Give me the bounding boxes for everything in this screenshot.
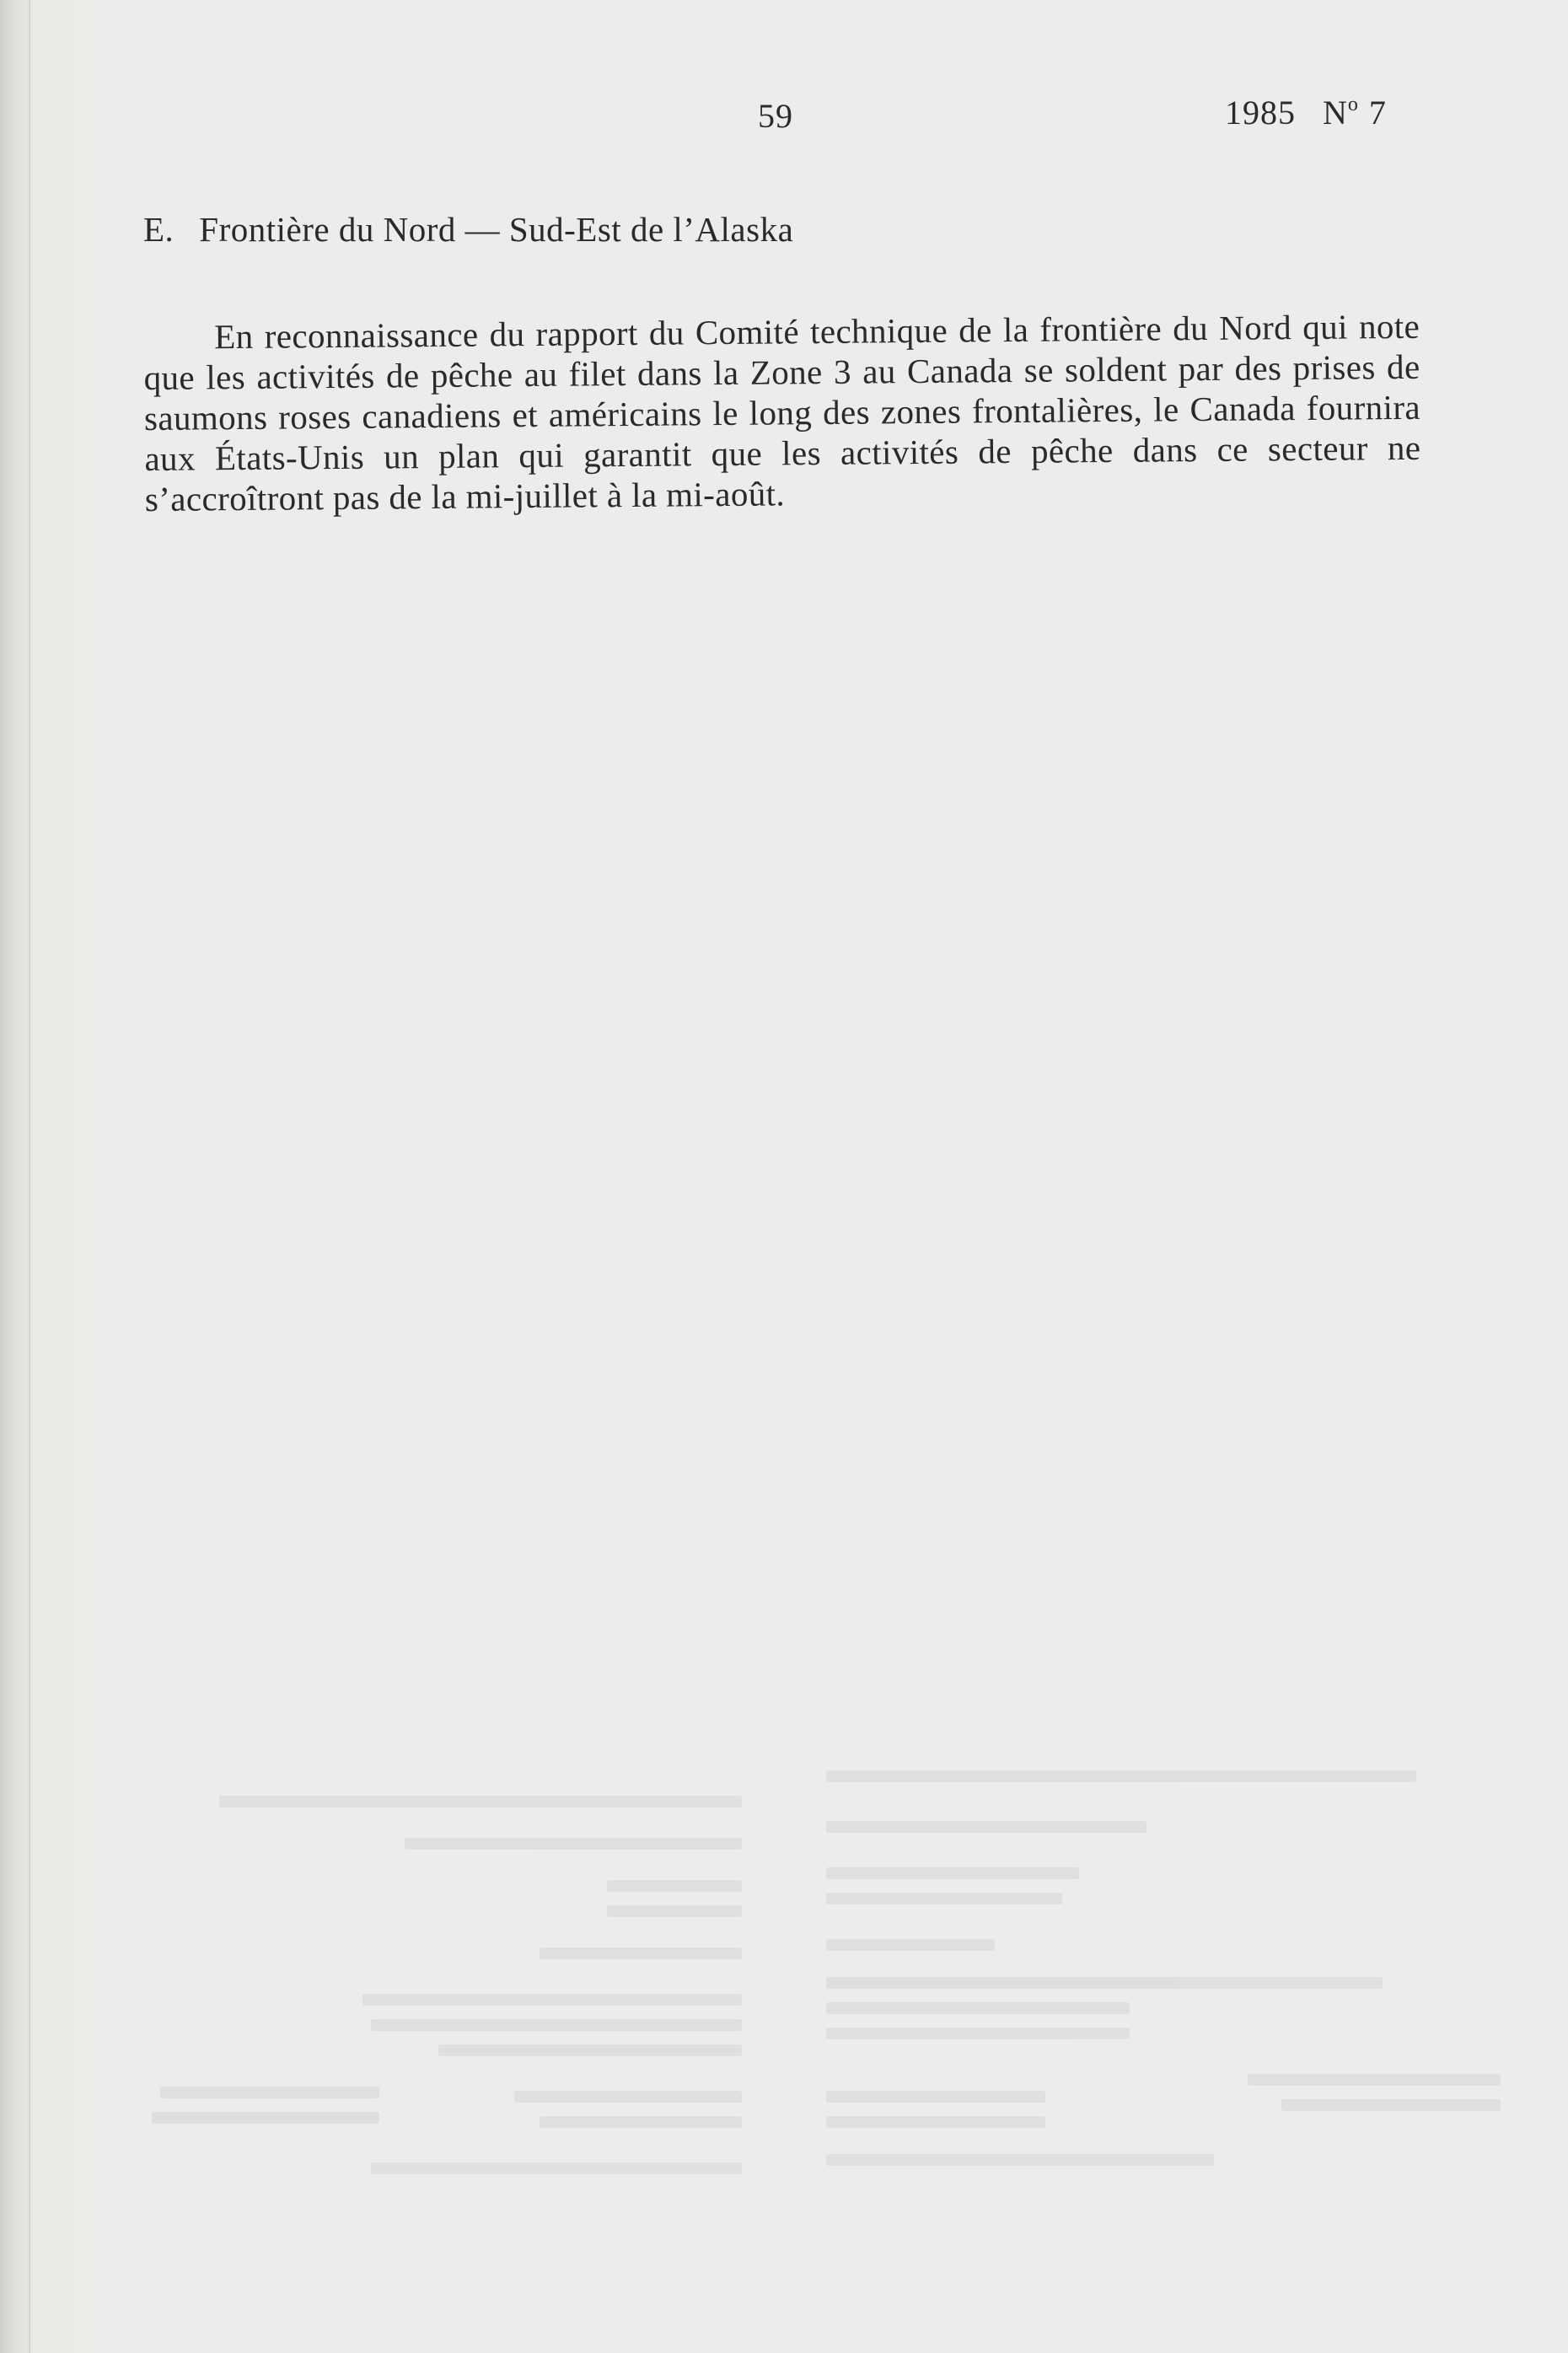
bleed-line	[826, 2154, 1214, 2166]
body-paragraph: En reconnaissance du rapport du Comité technique de la frontière du Nord qui note que les activités de pêche au filet dans la Zone 3 au Canada se soldent par des prises de saumons roses canadiens et américains le long des zones frontalières, le Canada fournira aux États-Unis un plan qui garantit que les activités de pêche dans ce secteur ne s’accroîtront pas de la mi-juillet à la mi-août.	[143, 306, 1421, 518]
bleed-line	[540, 1947, 742, 1959]
bleed-line	[1248, 2074, 1501, 2086]
bleed-line	[607, 1905, 742, 1917]
bleed-line	[826, 2002, 1130, 2014]
show-through-text	[152, 1754, 1501, 2192]
issue-number: 7	[1368, 94, 1387, 132]
bleed-line	[1281, 2099, 1501, 2111]
page-number: 59	[758, 97, 793, 135]
bleed-line	[371, 2019, 742, 2031]
bleed-line	[826, 1867, 1079, 1879]
bleed-line	[438, 2044, 742, 2056]
issue-superscript: o	[1347, 94, 1359, 116]
bleed-line	[219, 1796, 742, 1808]
bleed-line	[826, 1939, 995, 1951]
bleed-line	[540, 2116, 742, 2128]
bleed-line	[826, 2116, 1045, 2128]
bleed-line	[405, 1838, 742, 1850]
section-heading	[143, 209, 793, 250]
bleed-line	[371, 2162, 742, 2174]
bleed-line	[362, 1994, 742, 2006]
section-letter: E.	[143, 210, 175, 249]
issue-reference	[1225, 93, 1387, 132]
binding-gutter	[29, 0, 30, 2353]
bleed-line	[826, 2028, 1130, 2039]
bleed-line	[160, 2087, 379, 2098]
issue-label: N	[1323, 94, 1348, 132]
section-title: Frontière du Nord — Sud-Est de l’Alaska	[199, 210, 794, 249]
bleed-line	[826, 1770, 1416, 1782]
bleed-line	[826, 2091, 1045, 2103]
bleed-line	[826, 1977, 1383, 1989]
bleed-line	[152, 2112, 379, 2124]
bleed-line	[514, 2091, 742, 2103]
issue-year: 1985	[1225, 94, 1296, 132]
bleed-line	[826, 1821, 1146, 1833]
bleed-line	[826, 1893, 1062, 1904]
bleed-line	[607, 1880, 742, 1892]
